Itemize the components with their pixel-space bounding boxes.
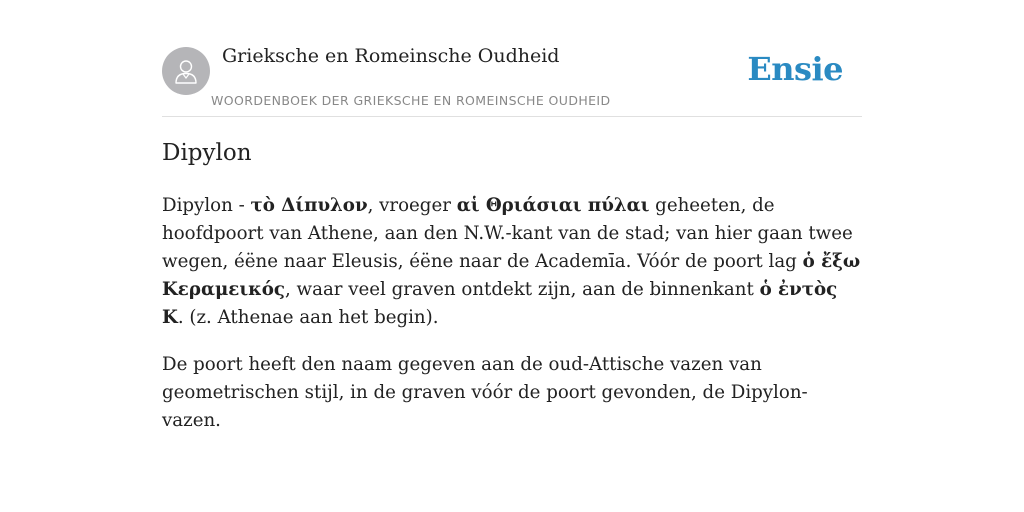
greek-term: τὸ Δίπυλον	[250, 195, 368, 216]
entry-text: , waar veel graven ontdekt zijn, aan de binnenkant	[284, 279, 760, 300]
entry-text: . (z. Athenae aan het begin).	[177, 307, 439, 328]
entry-text: , vroeger	[367, 195, 457, 216]
greek-term: ὁ ἔξω Κεραμεικός	[162, 251, 861, 300]
entry-text: Dipylon -	[162, 195, 251, 216]
entry-body	[162, 192, 862, 454]
page-content	[162, 0, 862, 431]
greek-term: ὁ ἐντὸς Κ	[162, 279, 838, 328]
entry-paragraph: De poort heeft den naam gegeven aan de oud-Attische vazen van geometrischen stijl, in de graven vóór de poort gevonden, de Dipylon-vazen.	[162, 354, 808, 431]
entry-title: Dipylon	[162, 140, 252, 166]
entry-text: geheeten, de hoofdpoort van Athene, aan den N.W.-kant van de stad; van hier gaan twee wegen, éëne naar Eleusis, éëne naar de Academīa. Vóór de poort lag	[162, 195, 853, 272]
source-title-link[interactable]: Grieksche en Romeinsche Oudheid	[222, 45, 560, 67]
source-subtitle: WOORDENBOEK DER GRIEKSCHE EN ROMEINSCHE OUDHEID	[211, 93, 611, 108]
entry-paragraph	[162, 192, 862, 332]
greek-term: αἱ Θριάσιαι πύλαι	[456, 195, 650, 216]
brand-logo[interactable]: Ensie	[747, 50, 843, 88]
entry-header	[162, 0, 862, 117]
user-icon	[171, 56, 201, 86]
avatar[interactable]	[162, 47, 210, 95]
